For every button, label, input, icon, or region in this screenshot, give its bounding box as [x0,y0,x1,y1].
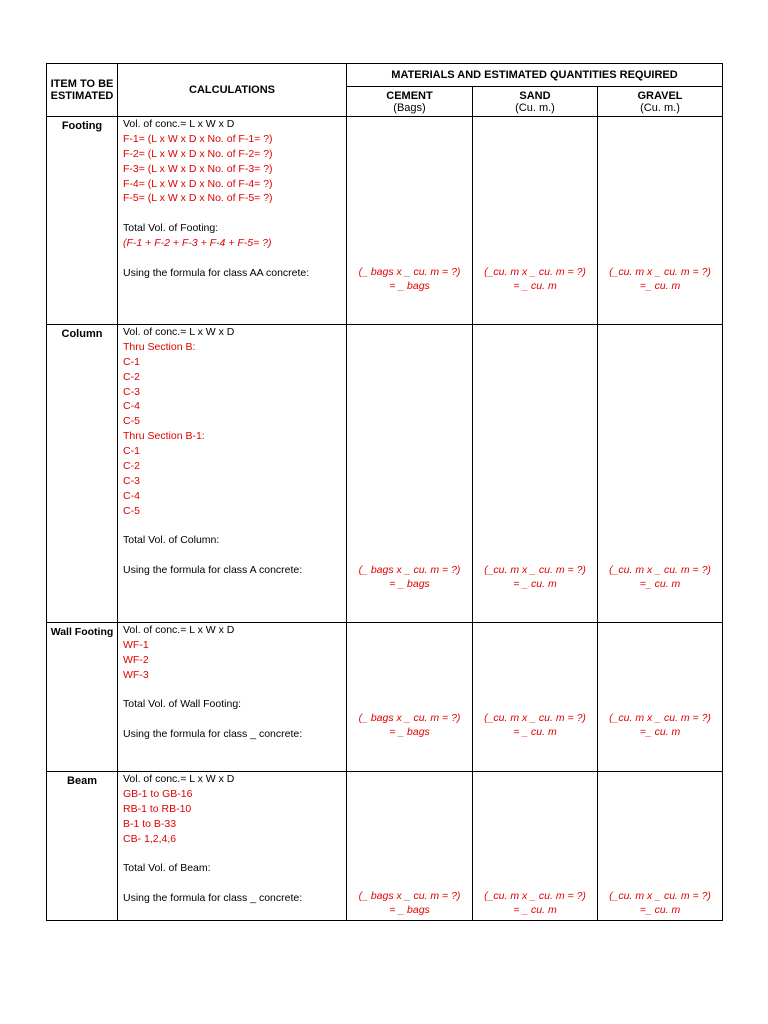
column-cement [347,325,473,623]
wall-footing-item-line: WF-2 [123,653,149,666]
column-b1-item: C-3 [123,474,140,487]
footing-formula: Using the formula for class AA concrete: [123,266,310,279]
column-cement-result: = _ bags [389,578,430,590]
materials-header: MATERIALS AND ESTIMATED QUANTITIES REQUIRED [347,64,723,87]
wall-footing-gravel-result: =_ cu. m [639,726,681,738]
beam-item-line: B-1 to B-33 [123,817,177,830]
beam-gravel-result: =_ cu. m [639,904,681,916]
column-b-item: C-1 [123,355,140,368]
wall-footing-item-line: WF-3 [123,668,149,681]
cement-label: CEMENT [386,89,433,102]
footing-sand-result: = _ cu. m [513,280,557,292]
column-item: Column [47,325,118,623]
cement-unit: (Bags) [393,101,426,114]
beam-gravel [598,772,723,921]
beam-sand-result: = _ cu. m [513,904,557,916]
beam-sand-eq: (_cu. m x _ cu. m = ?) [484,890,586,902]
column-b1-item: C-4 [123,489,140,502]
footing-f5: F-5= (L x W x D x No. of F-5= ?) [123,192,273,205]
footing-row [47,117,723,325]
beam-item-line: CB- 1,2,4,6 [123,832,177,845]
footing-item: Footing [47,117,118,325]
wall-footing-cement [347,623,473,772]
gravel-label: GRAVEL [637,89,683,102]
column-cement-eq: (_ bags x _ cu. m = ?) [358,564,461,576]
column-section-b: Thru Section B: [123,340,196,353]
column-calculations [118,325,347,623]
footing-cement-result: = _ bags [389,280,430,292]
column-row [47,325,723,623]
wall-footing-item-line: WF-1 [123,638,149,651]
calculations-header: CALCULATIONS [118,64,347,117]
gravel-header [598,87,723,117]
sand-unit: (Cu. m.) [515,101,555,114]
beam-item: Beam [47,772,118,921]
wall-footing-cement-result: = _ bags [389,726,430,738]
sand-label: SAND [519,89,551,102]
cement-header [347,87,473,117]
footing-f3: F-3= (L x W x D x No. of F-3= ?) [123,162,273,175]
item-header-line1: ITEM TO BE [50,78,114,90]
item-header-line2: ESTIMATED [50,90,114,102]
column-vol: Vol. of conc.= L x W x D [123,326,235,338]
wall-footing-gravel-eq: (_cu. m x _ cu. m = ?) [609,712,711,724]
beam-formula: Using the formula for class _ concrete: [123,892,303,905]
beam-sand [473,772,598,921]
column-section-b1: Thru Section B-1: [123,430,205,443]
beam-vol: Vol. of conc.= L x W x D [123,773,235,785]
column-b-item: C-2 [123,370,140,383]
footing-f2: F-2= (L x W x D x No. of F-2= ?) [123,147,273,160]
wall-footing-sand-eq: (_cu. m x _ cu. m = ?) [484,712,586,724]
column-b1-item: C-2 [123,460,140,473]
footing-sum: (F-1 + F-2 + F-3 + F-4 + F-5= ?) [123,237,272,250]
column-b-item: C-4 [123,400,140,413]
beam-cement-eq: (_ bags x _ cu. m = ?) [358,890,461,902]
wall-footing-sand [473,623,598,772]
estimate-table [46,63,723,921]
beam-cement-result: = _ bags [389,904,430,916]
gravel-unit: (Cu. m.) [640,101,680,114]
wall-footing-cement-eq: (_ bags x _ cu. m = ?) [358,712,461,724]
wall-footing-row [47,623,723,772]
footing-sand-eq: (_cu. m x _ cu. m = ?) [484,266,586,278]
beam-item-line: GB-1 to GB-16 [123,787,193,800]
footing-gravel-result: =_ cu. m [639,280,681,292]
footing-cement-eq: (_ bags x _ cu. m = ?) [358,266,461,278]
footing-f1: F-1= (L x W x D x No. of F-1= ?) [123,132,273,145]
column-gravel [598,325,723,623]
footing-gravel [598,117,723,325]
footing-sand [473,117,598,325]
wall-footing-calculations [118,623,347,772]
item-header [47,64,118,117]
footing-cement [347,117,473,325]
beam-item-line: RB-1 to RB-10 [123,802,192,815]
beam-row [47,772,723,921]
wall-footing-gravel [598,623,723,772]
column-b1-item: C-5 [123,504,140,517]
footing-total: Total Vol. of Footing: [123,222,219,235]
column-sand-result: = _ cu. m [513,578,557,590]
column-sand-eq: (_cu. m x _ cu. m = ?) [484,564,586,576]
column-sand [473,325,598,623]
beam-gravel-eq: (_cu. m x _ cu. m = ?) [609,890,711,902]
column-formula: Using the formula for class A concrete: [123,564,303,577]
beam-cement [347,772,473,921]
wall-footing-sand-result: = _ cu. m [513,726,557,738]
column-b1-item: C-1 [123,445,140,458]
column-gravel-result: =_ cu. m [639,578,681,590]
footing-vol: Vol. of conc.= L x W x D [123,118,235,130]
beam-calculations [118,772,347,921]
footing-f4: F-4= (L x W x D x No. of F-4= ?) [123,177,273,190]
wall-footing-formula: Using the formula for class _ concrete: [123,728,303,741]
footing-calculations [118,117,347,325]
column-total: Total Vol. of Column: [123,534,220,547]
beam-total: Total Vol. of Beam: [123,862,211,875]
wall-footing-total: Total Vol. of Wall Footing: [123,698,242,711]
footing-gravel-eq: (_cu. m x _ cu. m = ?) [609,266,711,278]
column-gravel-eq: (_cu. m x _ cu. m = ?) [609,564,711,576]
column-b-item: C-3 [123,385,140,398]
wall-footing-vol: Vol. of conc.= L x W x D [123,624,235,636]
column-b-item: C-5 [123,415,140,428]
sand-header [473,87,598,117]
wall-footing-item: Wall Footing [47,623,118,772]
